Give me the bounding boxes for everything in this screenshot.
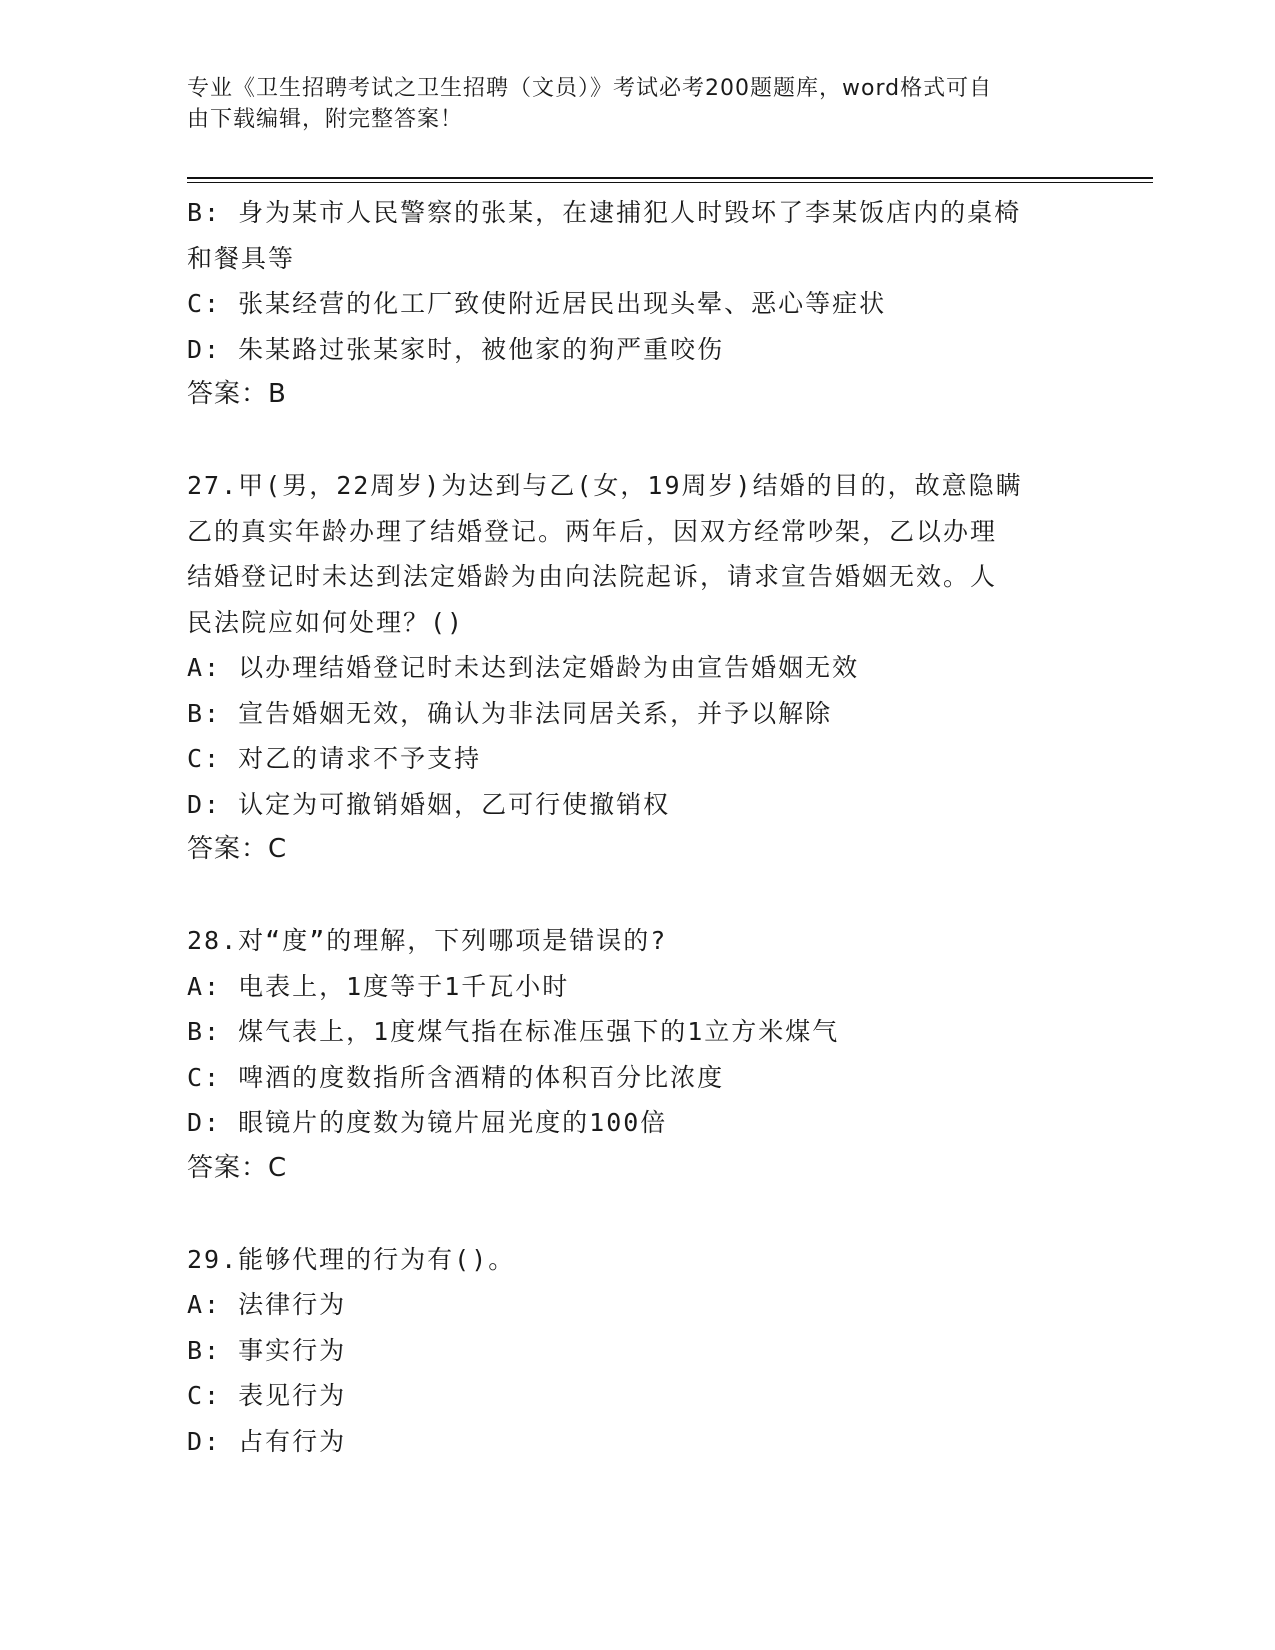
question-stem: 乙的真实年龄办理了结婚登记。两年后，因双方经常吵架，乙以办理 bbox=[187, 516, 998, 546]
option-a: A: 以办理结婚登记时未达到法定婚龄为由宣告婚姻无效 bbox=[187, 653, 860, 682]
question-stem: 29.能够代理的行为有()。 bbox=[187, 1244, 516, 1274]
option-b-continued: 和餐具等 bbox=[187, 243, 296, 273]
header-line-2: 由下载编辑，附完整答案！ bbox=[187, 107, 464, 132]
answer: 答案：B bbox=[187, 379, 287, 409]
option-c: C: 对乙的请求不予支持 bbox=[187, 744, 482, 773]
option-d: D: 朱某路过张某家时，被他家的狗严重咬伤 bbox=[187, 334, 725, 364]
header-line-1: 专业《卫生招聘考试之卫生招聘（文员）》考试必考200题题库，word格式可自 bbox=[187, 76, 993, 101]
question-28 bbox=[187, 918, 1087, 1191]
spacer bbox=[187, 873, 1087, 919]
question-26 bbox=[187, 190, 1087, 418]
question-stem: 民法院应如何处理？() bbox=[187, 607, 465, 637]
option-a: A: 电表上，1度等于1千瓦小时 bbox=[187, 971, 570, 1001]
header-rule-thin bbox=[187, 182, 1153, 183]
question-stem: 结婚登记时未达到法定婚龄为由向法院起诉，请求宣告婚姻无效。人 bbox=[187, 562, 998, 591]
spacer bbox=[187, 1191, 1087, 1237]
option-d: D: 占有行为 bbox=[187, 1426, 347, 1456]
option-b: B: 事实行为 bbox=[187, 1335, 347, 1365]
header-rule-thick bbox=[187, 177, 1153, 179]
option-d: D: 认定为可撤销婚姻，乙可行使撤销权 bbox=[187, 789, 671, 819]
answer: 答案：C bbox=[187, 1152, 288, 1183]
question-stem: 28.对“度”的理解，下列哪项是错误的? bbox=[187, 926, 668, 955]
spacer bbox=[187, 418, 1087, 464]
question-29 bbox=[187, 1237, 1087, 1465]
option-d: D: 眼镜片的度数为镜片屈光度的100倍 bbox=[187, 1108, 668, 1137]
question-stem: 27.甲(男，22周岁)为达到与乙(女，19周岁)结婚的目的，故意隐瞒 bbox=[187, 471, 1023, 500]
option-a: A: 法律行为 bbox=[187, 1290, 347, 1319]
question-list bbox=[187, 190, 1087, 1464]
option-b: B: 身为某市人民警察的张某，在逮捕犯人时毁坏了李某饭店内的桌椅 bbox=[187, 198, 1022, 227]
option-b: B: 宣告婚姻无效，确认为非法同居关系，并予以解除 bbox=[187, 698, 833, 728]
option-b: B: 煤气表上，1度煤气指在标准压强下的1立方米煤气 bbox=[187, 1017, 840, 1046]
option-c: C: 啤酒的度数指所含酒精的体积百分比浓度 bbox=[187, 1062, 725, 1092]
answer: 答案：C bbox=[187, 834, 288, 864]
document-header bbox=[187, 73, 1067, 135]
option-c: C: 张某经营的化工厂致使附近居民出现头晕、恶心等症状 bbox=[187, 289, 887, 318]
question-27 bbox=[187, 463, 1087, 873]
option-c: C: 表见行为 bbox=[187, 1381, 347, 1410]
